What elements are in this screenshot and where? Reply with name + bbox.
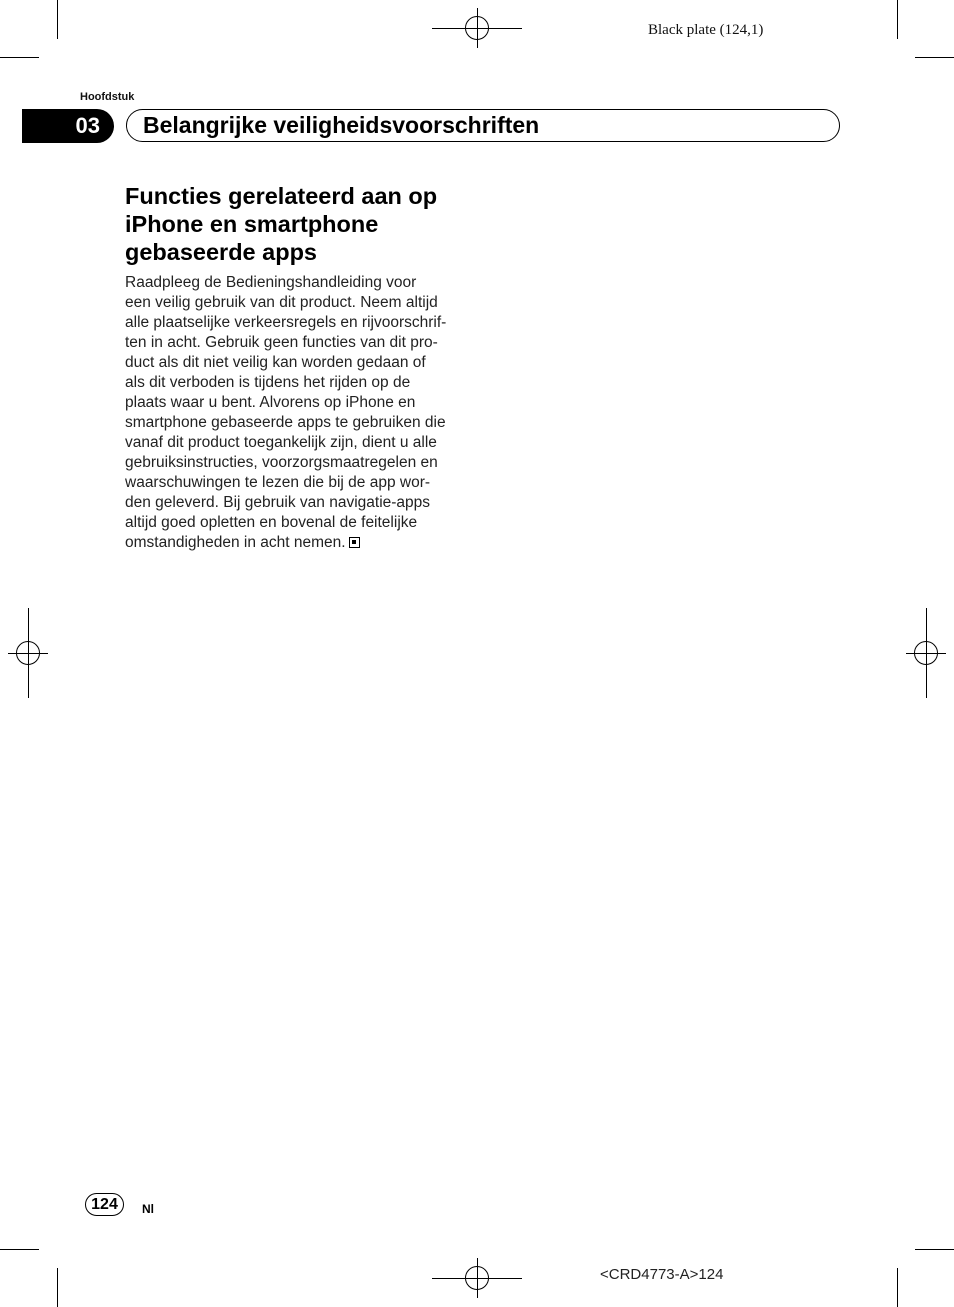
section-heading-line: gebaseerde apps [125,239,318,265]
page-number [85,1193,124,1216]
end-of-section-icon [349,537,360,548]
chapter-number: 03 [75,113,100,138]
body-line: alle plaatselijke verkeersregels en rijvoorschrif- [125,314,447,331]
body-line: altijd goed opletten en bovenal de feitelijke [125,514,418,531]
body-line: Raadpleeg de Bedieningshandleiding voor [125,274,417,291]
body-line: gebruiksinstructies, voorzorgsmaatregelen en [125,454,438,471]
body-line: waarschuwingen te lezen die bij de app wor- [125,474,431,491]
language-code: Nl [142,1202,154,1216]
body-line: ten in acht. Gebruik geen functies van dit pro- [125,334,438,351]
plate-info: Black plate (124,1) [648,22,764,38]
document-code: <CRD4773-A>124 [600,1266,724,1283]
chapter-label: Hoofdstuk [80,91,135,103]
body-line: vanaf dit product toegankelijk zijn, dient u alle [125,434,437,451]
section-body [125,273,471,553]
chapter-number-badge [22,109,114,143]
body-line: den geleverd. Bij gebruik van navigatie-apps [125,494,431,511]
section-heading-line: Functies gerelateerd aan op [125,183,438,209]
section-heading [125,182,485,266]
body-line: smartphone gebaseerde apps te gebruiken die [125,414,446,431]
body-line: als dit verboden is tijdens het rijden op de [125,374,411,391]
chapter-title: Belangrijke veiligheidsvoorschriften [143,112,540,138]
body-line-last [125,533,471,553]
body-line: duct als dit niet veilig kan worden gedaan of [125,354,426,371]
page-number-text: 124 [91,1195,118,1213]
body-line-text: omstandigheden in acht nemen. [125,534,346,551]
body-line: een veilig gebruik van dit product. Neem altijd [125,294,438,311]
body-line: plaats waar u bent. Alvorens op iPhone en [125,394,416,411]
section-heading-line: iPhone en smartphone [125,211,379,237]
